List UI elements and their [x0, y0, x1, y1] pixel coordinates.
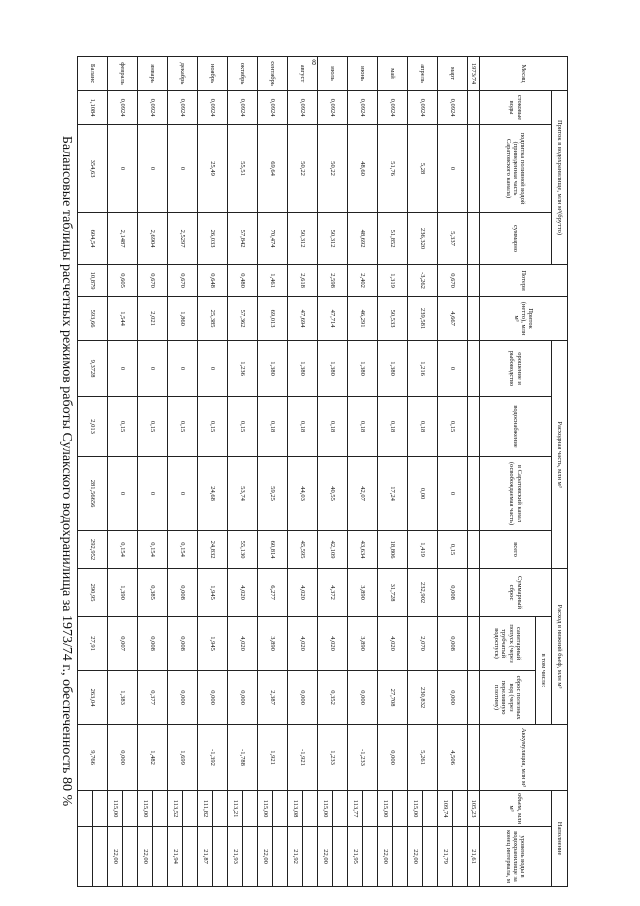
table-cell: 0,15: [438, 397, 468, 457]
page-number: 8: [312, 58, 316, 67]
table-cell: 230,832: [408, 671, 438, 725]
volume-cell: 113,21: [228, 791, 243, 827]
table-cell: 55,51: [228, 125, 258, 213]
table-cell: 0: [108, 341, 138, 397]
table-cell: 0,0924: [108, 91, 138, 125]
table-cell: -3,262: [408, 265, 438, 297]
table-cell: 2,013: [78, 397, 108, 457]
table-cell: 1,380: [258, 341, 288, 397]
level-cell: 21,94: [168, 827, 183, 887]
year-label: 1973/74: [468, 57, 480, 91]
table-row: [363, 57, 378, 887]
table-cell: 1,390: [108, 569, 138, 617]
table-cell: 50,312: [318, 213, 348, 265]
table-cell: 0,000: [288, 671, 318, 725]
table-cell: 0,352: [318, 671, 348, 725]
spacer-cell: [213, 791, 228, 827]
table-cell: 40,55: [318, 457, 348, 531]
table-cell: 0,480: [228, 265, 258, 297]
table-cell: 0,15: [438, 531, 468, 569]
table-cell: 0,0924: [378, 91, 408, 125]
table-cell: 47,714: [318, 297, 348, 341]
table-cell: 0,670: [438, 265, 468, 297]
table-cell: 1,461: [258, 265, 288, 297]
table-cell: 2,402: [348, 265, 378, 297]
table-cell: 4,020: [288, 569, 318, 617]
volume-cell: 111,82: [198, 791, 213, 827]
table-cell: 0,0924: [438, 91, 468, 125]
table-cell: 0,15: [198, 397, 228, 457]
level-cell: 21,95: [348, 827, 363, 887]
level-cell: 22,00: [378, 827, 393, 887]
spacer-cell: [243, 791, 258, 827]
table-cell: 2,021: [138, 297, 168, 341]
spacer-cell: [303, 827, 318, 887]
net-inflow-header: Приток (нетто), млн м³: [480, 297, 568, 341]
table-cell: 17,24: [378, 457, 408, 531]
table-cell: 0,15: [138, 397, 168, 457]
spacer-cell: [333, 827, 348, 887]
table-cell: 0,0924: [348, 91, 378, 125]
table-cell: 0,008: [438, 569, 468, 617]
spacer-cell: [93, 827, 108, 887]
table-cell: 0,15: [228, 397, 258, 457]
table-cell: 4,020: [318, 617, 348, 671]
level-cell: 22,00: [258, 827, 273, 887]
volume-cell: [78, 791, 93, 827]
table-cell: 50,22: [318, 125, 348, 213]
table-cell: 9,766: [78, 725, 108, 791]
volume-cell: 113,08: [288, 791, 303, 827]
table-cell: 0: [168, 125, 198, 213]
table-cell: 51,852: [378, 213, 408, 265]
outflow-all-header: всего: [480, 531, 552, 569]
table-cell: 25,385: [198, 297, 228, 341]
table-row: [213, 57, 228, 887]
table-cell: 57,362: [228, 297, 258, 341]
table-cell: 27,708: [378, 671, 408, 725]
table-row: [333, 57, 348, 887]
downstream-group-header: Расход в нижний бьеф, млн м³: [552, 569, 568, 725]
table-cell: 3,890: [258, 617, 288, 671]
table-cell: 59,25: [258, 457, 288, 531]
table-cell: 0,0924: [258, 91, 288, 125]
table-cell: 0,377: [138, 671, 168, 725]
table-cell: 1,319: [378, 265, 408, 297]
table-cell: 1,380: [348, 341, 378, 397]
spacer-cell: [393, 827, 408, 887]
month-cell: май: [378, 57, 408, 91]
spacer-cell: [393, 791, 408, 827]
table-cell: 1,945: [198, 617, 228, 671]
volume-cell: 115,00: [258, 791, 273, 827]
table-cell: 1,699: [168, 725, 198, 791]
table-cell: 0,000: [378, 725, 408, 791]
table-cell: 2,070: [408, 617, 438, 671]
level-cell: 21,79: [438, 827, 453, 887]
including-header: в том числе:: [536, 617, 552, 725]
table-cell: 24,832: [198, 531, 228, 569]
month-cell: август: [288, 57, 318, 91]
spacer-cell: [123, 791, 138, 827]
table-cell: 0: [438, 341, 468, 397]
table-cell: 2,5297: [168, 213, 198, 265]
table-cell: 44,03: [288, 457, 318, 531]
level-cell: 21,92: [288, 827, 303, 887]
table-cell: 2,6904: [138, 213, 168, 265]
table-cell: 0: [108, 457, 138, 531]
water-supply-header: водоснабжение: [480, 397, 552, 457]
volume-cell: 115,00: [378, 791, 393, 827]
volume-header: объем, млн м³: [480, 791, 552, 827]
table-cell: 27,91: [78, 617, 108, 671]
table-cell: 0: [198, 341, 228, 397]
table-row: [453, 57, 468, 887]
spacer-cell: [273, 827, 288, 887]
spacer-cell: [153, 827, 168, 887]
table-cell: 53,74: [228, 457, 258, 531]
month-header: Месяц: [480, 57, 568, 91]
table-cell: 232,902: [408, 569, 438, 617]
table-cell: 0,008: [438, 617, 468, 671]
volume-cell: 115,00: [108, 791, 123, 827]
table-cell: 46,291: [348, 297, 378, 341]
spacer-cell: [303, 791, 318, 827]
table-cell: 47,694: [288, 297, 318, 341]
table-cell: 0,18: [408, 397, 438, 457]
table-row: [273, 57, 288, 887]
table-cell: 0,0924: [288, 91, 318, 125]
table-cell: 0,18: [378, 397, 408, 457]
table-cell: 0,000: [228, 671, 258, 725]
table-cell: 0,15: [168, 397, 198, 457]
table-cell: 0,15: [108, 397, 138, 457]
table-cell: 0,0924: [408, 91, 438, 125]
level-cell: 22,00: [318, 827, 333, 887]
level-cell: 22,00: [138, 827, 153, 887]
table-cell: 0,0924: [228, 91, 258, 125]
month-cell: Баланс: [78, 57, 108, 91]
table-row: [93, 57, 108, 887]
table-cell: 0,007: [108, 617, 138, 671]
table-cell: 4,020: [288, 617, 318, 671]
inflow-group-header: Приток в водохранилище, млн м³(брутто): [552, 91, 568, 265]
table-cell: 43,634: [348, 531, 378, 569]
table-cell: 0: [138, 341, 168, 397]
volume-cell: 113,77: [348, 791, 363, 827]
sanitary-header: санитарный попуск (через трубчатый водоспуск): [480, 617, 536, 671]
table-cell: 1,233: [318, 725, 348, 791]
table-cell: 1,1084: [78, 91, 108, 125]
table-cell: 0,670: [138, 265, 168, 297]
table-cell: 1,383: [108, 671, 138, 725]
table-cell: 0,154: [138, 531, 168, 569]
month-cell: октябрь: [228, 57, 258, 91]
table-cell: 236,320: [408, 213, 438, 265]
table-cell: 0,154: [168, 531, 198, 569]
table-cell: 292,952: [78, 531, 108, 569]
table-cell: 69,64: [258, 125, 288, 213]
table-cell: 50,533: [378, 297, 408, 341]
spacer-cell: [153, 791, 168, 827]
table-cell: 0: [438, 457, 468, 531]
volume-cell: 113,52: [168, 791, 183, 827]
table-row: [423, 57, 438, 887]
spacer-cell: [423, 827, 438, 887]
table-cell: 4,020: [228, 617, 258, 671]
table-cell: 51,76: [378, 125, 408, 213]
table-cell: 0,18: [258, 397, 288, 457]
table-cell: 0,000: [108, 725, 138, 791]
table-row: [243, 57, 258, 887]
rotated-page-content: [48, 56, 568, 886]
runoff-header: стоковые воды: [480, 91, 552, 125]
table-cell: 69,013: [258, 297, 288, 341]
table-cell: 2,387: [258, 671, 288, 725]
table-cell: 0,18: [288, 397, 318, 457]
spacer-cell: [183, 791, 198, 827]
spacer-cell: [363, 791, 378, 827]
fill-group-header: Наполнение: [552, 791, 568, 887]
table-cell: 1,380: [378, 341, 408, 397]
table-cell: 1,216: [408, 341, 438, 397]
table-cell: 6,277: [258, 569, 288, 617]
total-discharge-header: Суммарный сброс: [480, 569, 552, 617]
table-cell: 1,921: [258, 725, 288, 791]
spacer-cell: [213, 827, 228, 887]
level-cell: 21,87: [198, 827, 213, 887]
table-cell: 18,806: [378, 531, 408, 569]
table-cell: 3,890: [348, 617, 378, 671]
table-cell: 4,667: [438, 297, 468, 341]
spacer-cell: [243, 827, 258, 887]
table-cell: 0,648: [198, 265, 228, 297]
spacer-cell: [423, 791, 438, 827]
saratov-canal-header: в Саратовский канал (освобождаемая часть): [480, 457, 552, 531]
table-cell: 50,312: [288, 213, 318, 265]
table-cell: 26,033: [198, 213, 228, 265]
table-cell: 0,0924: [168, 91, 198, 125]
level-cell: [78, 827, 93, 887]
table-cell: 239,581: [408, 297, 438, 341]
table-cell: 2,1487: [108, 213, 138, 265]
table-cell: 0,385: [138, 569, 168, 617]
spacer-cell: [123, 827, 138, 887]
table-body: [78, 57, 468, 887]
table-cell: 354,63: [78, 125, 108, 213]
table-cell: 1,380: [318, 341, 348, 397]
table-cell: 2,598: [318, 265, 348, 297]
level-cell: 21,93: [228, 827, 243, 887]
table-cell: 0,670: [168, 265, 198, 297]
table-cell: 5,28: [408, 125, 438, 213]
initial-level: 21,61: [468, 827, 480, 887]
table-cell: -1,392: [198, 725, 228, 791]
table-cell: 70,474: [258, 213, 288, 265]
table-cell: 4,506: [438, 725, 468, 791]
table-row: [393, 57, 408, 887]
level-cell: 22,00: [408, 827, 423, 887]
table-cell: 0: [108, 125, 138, 213]
table-cell: -1,921: [288, 725, 318, 791]
table-cell: 0,0924: [318, 91, 348, 125]
month-cell: март: [438, 57, 468, 91]
table-row: [183, 57, 198, 887]
irrigation-use-header: орошение и рыбоводство: [480, 341, 552, 397]
table-row: [303, 57, 318, 887]
table-cell: 0: [138, 125, 168, 213]
table-cell: 2,618: [288, 265, 318, 297]
spacer-cell: [183, 827, 198, 887]
table-cell: 0,00: [408, 457, 438, 531]
table-cell: 0,605: [108, 265, 138, 297]
spacer-cell: [333, 791, 348, 827]
spacer-cell: [363, 827, 378, 887]
table-cell: 0,0924: [198, 91, 228, 125]
table-cell: 60,814: [258, 531, 288, 569]
table-cell: 290,95: [78, 569, 108, 617]
table-cell: 25,49: [198, 125, 228, 213]
month-cell: сентябрь: [258, 57, 288, 91]
volume-cell: 115,00: [318, 791, 333, 827]
table-cell: 1,482: [138, 725, 168, 791]
table-cell: 0: [138, 457, 168, 531]
losses-header: Потери: [480, 265, 568, 297]
table-cell: 0,000: [438, 671, 468, 725]
table-cell: 31,728: [378, 569, 408, 617]
table-cell: 9,3728: [78, 341, 108, 397]
table-cell: 42,07: [348, 457, 378, 531]
month-cell: январь: [138, 57, 168, 91]
table-cell: 50,22: [288, 125, 318, 213]
table-cell: 42,109: [318, 531, 348, 569]
table-cell: 1,236: [228, 341, 258, 397]
level-header: уровень воды в водохранилище за конец интервала, м: [480, 827, 552, 887]
initial-volume: 105,23: [468, 791, 480, 827]
table-cell: -1,788: [228, 725, 258, 791]
irrigation-header: подпитка поливной водой (приведенная часть Саратовского канала): [480, 125, 552, 213]
table-cell: -1,233: [348, 725, 378, 791]
table-cell: 24,68: [198, 457, 228, 531]
table-cell: 263,04: [78, 671, 108, 725]
table-cell: 593,66: [78, 297, 108, 341]
table-cell: 0: [168, 457, 198, 531]
table-cell: 48,692: [348, 213, 378, 265]
spacer-cell: [93, 791, 108, 827]
table-cell: 0,000: [348, 671, 378, 725]
table-cell: 0,0924: [138, 91, 168, 125]
table-cell: 1,380: [288, 341, 318, 397]
table-cell: 10,879: [78, 265, 108, 297]
table-cell: 0,154: [108, 531, 138, 569]
outflow-group-header: Расходная часть, млн м³: [552, 341, 568, 569]
month-cell: ноябрь: [198, 57, 228, 91]
month-cell: февраль: [108, 57, 138, 91]
spacer-cell: [453, 791, 468, 827]
table-cell: 55,130: [228, 531, 258, 569]
table-cell: 45,595: [288, 531, 318, 569]
table-cell: 281,56656: [78, 457, 108, 531]
table-cell: 1,419: [408, 531, 438, 569]
table-cell: 0,18: [318, 397, 348, 457]
level-cell: 22,00: [108, 827, 123, 887]
table-cell: 4,020: [228, 569, 258, 617]
table-cell: 1,860: [168, 297, 198, 341]
table-cell: 1,945: [198, 569, 228, 617]
table-cell: 5,337: [438, 213, 468, 265]
table-cell: 0: [168, 341, 198, 397]
table-cell: 0,18: [348, 397, 378, 457]
table-cell: 3,890: [348, 569, 378, 617]
month-cell: июнь: [348, 57, 378, 91]
table-cell: 4,020: [378, 617, 408, 671]
table-cell: 604,54: [78, 213, 108, 265]
table-cell: 0,008: [168, 569, 198, 617]
page-title: Балансовые таблицы расчетных режимов работы Сулакского водохранилища за 1973/74 г., обеспеченность 80 %: [59, 135, 74, 807]
table-cell: 0,000: [198, 671, 228, 725]
table-cell: 0,000: [168, 671, 198, 725]
month-cell: июль: [318, 57, 348, 91]
table-cell: 0,008: [168, 617, 198, 671]
table-cell: 0,008: [138, 617, 168, 671]
volume-cell: 115,00: [408, 791, 423, 827]
table-cell: 0: [438, 125, 468, 213]
month-cell: декабрь: [168, 57, 198, 91]
table-cell: 4,372: [318, 569, 348, 617]
table-cell: 57,842: [228, 213, 258, 265]
spacer-cell: [273, 791, 288, 827]
spacer-cell: [453, 827, 468, 887]
volume-cell: 109,74: [438, 791, 453, 827]
table-cell: 48,60: [348, 125, 378, 213]
inflow-total-header: суммарно: [480, 213, 552, 265]
balance-table: [77, 56, 568, 887]
month-cell: апрель: [408, 57, 438, 91]
table-row: [153, 57, 168, 887]
spill-header: сброс полезных вод (через переливную плотину): [480, 671, 536, 725]
volume-cell: 115,00: [138, 791, 153, 827]
table-cell: 5,261: [408, 725, 438, 791]
table-row: [123, 57, 138, 887]
accumulation-header: Аккумуляция, млн м³: [480, 725, 568, 791]
table-cell: 1,544: [108, 297, 138, 341]
